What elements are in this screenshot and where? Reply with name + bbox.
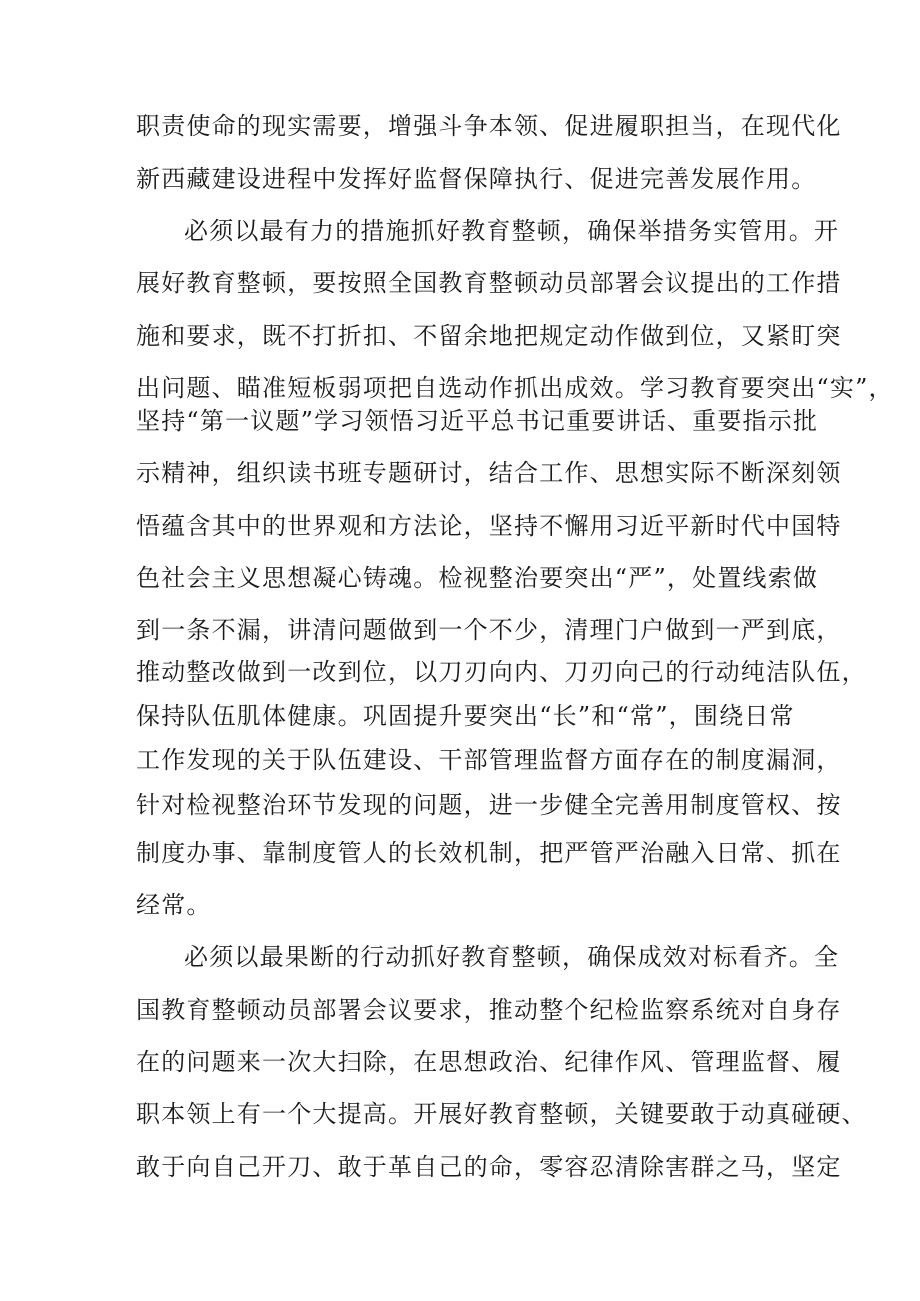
text-line: 到一条不漏，讲清问题做到一个不少，清理门户做到一严到底， [136,616,842,644]
text-line: 保持队伍肌体健康。巩固提升要突出“长”和“常”，围绕日常 [136,702,795,730]
text-line: 职本领上有一个大提高。开展好教育整顿，关键要敢于动真碰硬、 [136,1100,867,1128]
text-line: 针对检视整治环节发现的问题，进一步健全完善用制度管权、按 [136,791,842,819]
text-line: 工作发现的关于队伍建设、干部管理监督方面存在的制度漏洞， [136,746,842,774]
paragraph-start-line: 必须以最有力的措施抓好教育整顿，确保举措务实管用。开 [184,217,840,245]
text-line: 职责使命的现实需要，增强斗争本领、促进履职担当，在现代化 [136,112,842,140]
text-line: 制度办事、靠制度管人的长效机制，把严管严治融入日常、抓在 [136,839,842,867]
paragraph-start-line: 必须以最果断的行动抓好教育整顿，确保成效对标看齐。全 [184,943,840,971]
text-line: 色社会主义思想凝心铸魂。检视整治要突出“严”，处置线索做 [136,564,819,592]
text-line: 悟蕴含其中的世界观和方法论，坚持不懈用习近平新时代中国特 [136,512,842,540]
text-line: 经常。 [136,891,212,919]
text-line: 新西藏建设进程中发挥好监督保障执行、促进完善发展作用。 [136,165,817,193]
text-line: 坚持“第一议题”学习领悟习近平总书记重要讲话、重要指示批 [136,407,819,435]
text-line: 示精神，组织读书班专题研讨，结合工作、思想实际不断深刻领 [136,459,842,487]
text-line: 在的问题来一次大扫除，在思想政治、纪律作风、管理监督、履 [136,1048,842,1076]
text-line: 敢于向自己开刀、敢于革自己的命，零容忍清除害群之马，坚定 [136,1153,842,1181]
text-line: 施和要求，既不打折扣、不留余地把规定动作做到位，又紧盯突 [136,322,842,350]
text-line: 出问题、瞄准短板弱项把自选动作抓出成效。学习教育要突出“实”， [136,374,894,402]
text-line: 展好教育整顿，要按照全国教育整顿动员部署会议提出的工作措 [136,269,842,297]
text-line: 推动整改做到一改到位，以刀刃向内、刀刃向己的行动纯洁队伍， [136,658,867,686]
text-line: 国教育整顿动员部署会议要求，推动整个纪检监察系统对自身存 [136,996,842,1024]
